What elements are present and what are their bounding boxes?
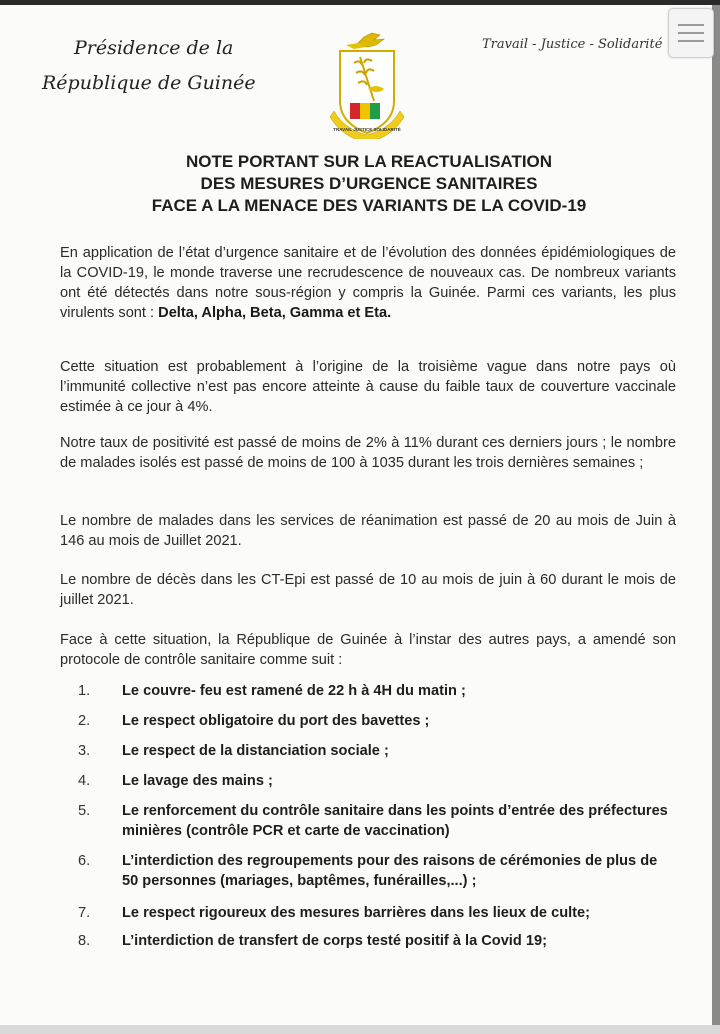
list-item-number: 8.: [78, 933, 91, 949]
list-item-text: Le respect de la distanciation sociale ;: [122, 743, 389, 759]
list-item-number: 5.: [78, 803, 91, 819]
paragraph-protocol: Face à cette situation, la République de Guinée à l’instar des autres pays, a amendé son protocole de contrôle sanitaire comme suit :: [60, 632, 676, 668]
page-edge-shadow: [712, 5, 720, 1025]
list-item-text: Le couvre- feu est ramené de 22 h à 4H du matin ;: [122, 683, 466, 699]
list-item: [60, 711, 676, 741]
document-title: [100, 151, 638, 217]
list-item: [60, 771, 676, 801]
presidency-line-2: République de Guinée: [42, 72, 256, 94]
list-item: [60, 903, 676, 931]
list-item-text: L’interdiction des regroupements pour des raisons de cérémonies de plus de 50 personnes (mariages, baptêmes, funérailles,...) ;: [122, 853, 658, 889]
title-line-1: NOTE PORTANT SUR LA REACTUALISATION: [185, 152, 553, 171]
presidency-line-1: Présidence de la: [74, 37, 234, 59]
variants-list: Delta, Alpha, Beta, Gamma et Eta.: [158, 305, 392, 321]
paragraph-third-wave: Cette situation est probablement à l’origine de la troisième vague dans notre pays où l’immunité collective n’est pas encore atteinte à cause du faible taux de couverture vaccinale estimée à ce jour à 4%.: [60, 359, 676, 415]
list-item-number: 1.: [78, 683, 91, 699]
list-item: [60, 741, 676, 771]
list-item-number: 7.: [78, 905, 91, 921]
paragraph-icu: Le nombre de malades dans les services de réanimation est passé de 20 au mois de Juin à 146 au mois de Juillet 2021.: [60, 513, 676, 549]
list-item: [60, 851, 676, 903]
document-page: [0, 5, 712, 1025]
national-motto: Travail - Justice - Solidarité: [482, 37, 663, 52]
bottom-strip: [0, 1025, 720, 1034]
measures-list: [60, 681, 676, 959]
paragraph-variants: [60, 243, 676, 323]
title-line-2: DES MESURES D’URGENCE SANITAIRES: [200, 174, 538, 193]
list-item-text: Le respect rigoureux des mesures barrières dans les lieux de culte;: [122, 905, 591, 921]
presidency-heading: [42, 31, 292, 101]
emblem-motto: TRAVAIL JUSTICE SOLIDARITÉ: [333, 127, 401, 132]
hamburger-menu-icon[interactable]: [668, 8, 714, 58]
paragraph-deaths: Le nombre de décès dans les CT-Epi est passé de 10 au mois de juin à 60 durant le mois de juillet 2021.: [60, 572, 676, 608]
list-item-text: L’interdiction de transfert de corps testé positif à la Covid 19;: [122, 933, 547, 949]
list-item: [60, 801, 676, 851]
paragraph-positivity: Notre taux de positivité est passé de moins de 2% à 11% durant ces derniers jours ; le nombre de malades isolés est passé de moins de 100 à 1035 durant les trois dernières semaines ;: [60, 435, 676, 471]
list-item-text: Le respect obligatoire du port des bavettes ;: [122, 713, 430, 729]
title-line-3: FACE A LA MENACE DES VARIANTS DE LA COVID-19: [151, 196, 587, 215]
list-item-number: 6.: [78, 853, 91, 869]
list-item-text: Le renforcement du contrôle sanitaire dans les points d’entrée des préfectures minières (contrôle PCR et carte de vaccination): [122, 803, 668, 839]
list-item-number: 2.: [78, 713, 91, 729]
paragraph-variants-text: En application de l’état d’urgence sanitaire et de l’évolution des données épidémiologiques de la COVID-19, le monde traverse une recrudescence de nouveaux cas. De nombreux variants ont été détectés dans notre sous-région y compris la Guinée. Parmi ces variants, les plus virulents sont :: [60, 245, 676, 321]
coat-of-arms-icon: [328, 31, 406, 139]
list-item-number: 4.: [78, 773, 91, 789]
list-item-number: 3.: [78, 743, 91, 759]
list-item-text: Le lavage des mains ;: [122, 773, 273, 789]
list-item: [60, 931, 676, 959]
list-item: [60, 681, 676, 711]
